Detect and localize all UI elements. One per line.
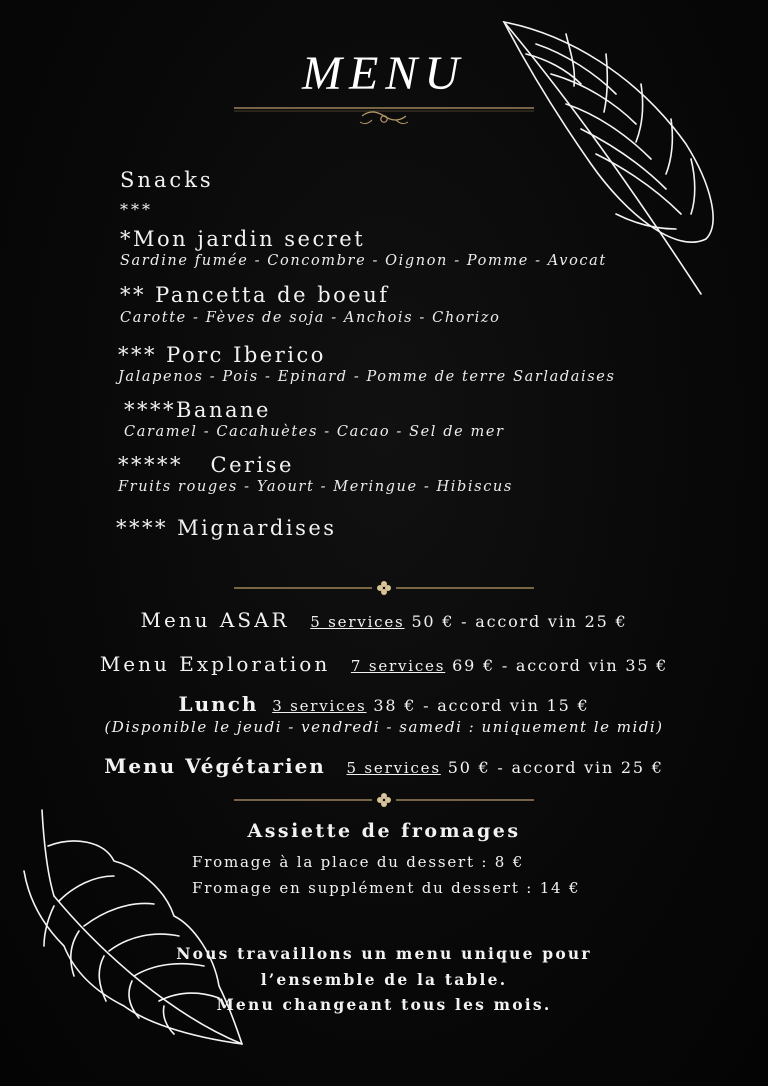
footer-line: l’ensemble de la table. bbox=[260, 970, 508, 989]
dish-name: *** Porc Iberico bbox=[118, 343, 326, 367]
section-divider-ornament bbox=[232, 790, 536, 810]
menu-offer-line bbox=[0, 754, 768, 778]
fromage-price-line: Fromage à la place du dessert : 8 € bbox=[192, 853, 525, 871]
footer-line: Menu changeant tous les mois. bbox=[216, 995, 552, 1014]
menu-name: Menu Végétarien bbox=[104, 754, 326, 778]
dish-name: **** Mignardises bbox=[116, 516, 337, 540]
lunch-availability-note: (Disponible le jeudi - vendredi - samedi : uniquement le midi) bbox=[104, 718, 664, 736]
menu-price: 38 € - accord vin 15 € bbox=[366, 696, 590, 715]
snacks-stars: *** bbox=[120, 200, 153, 219]
menu-price: 50 € - accord vin 25 € bbox=[404, 612, 628, 631]
menu-name: Menu ASAR bbox=[140, 608, 290, 632]
snacks-heading: Snacks bbox=[120, 168, 214, 192]
menu-offer-line bbox=[0, 692, 768, 716]
fromages-title: Assiette de fromages bbox=[247, 820, 521, 842]
dish-name: ***** Cerise bbox=[118, 453, 294, 477]
menu-offer-line bbox=[0, 608, 768, 632]
dish-description: Carotte - Fèves de soja - Anchois - Chorizo bbox=[120, 310, 501, 326]
dish-description: Jalapenos - Pois - Epinard - Pomme de terre Sarladaises bbox=[118, 369, 616, 385]
feather-bottom-left-icon bbox=[14, 806, 246, 1052]
dish-description: Fruits rouges - Yaourt - Meringue - Hibiscus bbox=[118, 479, 513, 495]
menu-services: 5 services bbox=[310, 613, 405, 631]
dish-name: *Mon jardin secret bbox=[120, 227, 366, 251]
footer-line: Nous travaillons un menu unique pour bbox=[176, 944, 592, 963]
menu-price: 50 € - accord vin 25 € bbox=[440, 758, 664, 777]
dish-name: ** Pancetta de boeuf bbox=[120, 283, 390, 307]
menu-services: 3 services bbox=[272, 697, 367, 715]
dish-name: ****Banane bbox=[124, 398, 271, 422]
dish-description: Sardine fumée - Concombre - Oignon - Pomme - Avocat bbox=[120, 253, 607, 269]
fromage-price-line: Fromage en supplément du dessert : 14 € bbox=[192, 879, 581, 897]
menu-services: 5 services bbox=[346, 759, 441, 777]
title-divider-ornament bbox=[232, 98, 536, 130]
dish-description: Caramel - Cacahuètes - Cacao - Sel de mer bbox=[124, 424, 505, 440]
menu-name: Menu Exploration bbox=[99, 652, 331, 676]
menu-offer-line bbox=[0, 652, 768, 676]
page-title: MENU bbox=[302, 47, 466, 100]
menu-price: 69 € - accord vin 35 € bbox=[445, 656, 669, 675]
section-divider-ornament bbox=[232, 578, 536, 598]
menu-services: 7 services bbox=[350, 657, 446, 675]
menu-name: Lunch bbox=[178, 692, 259, 716]
